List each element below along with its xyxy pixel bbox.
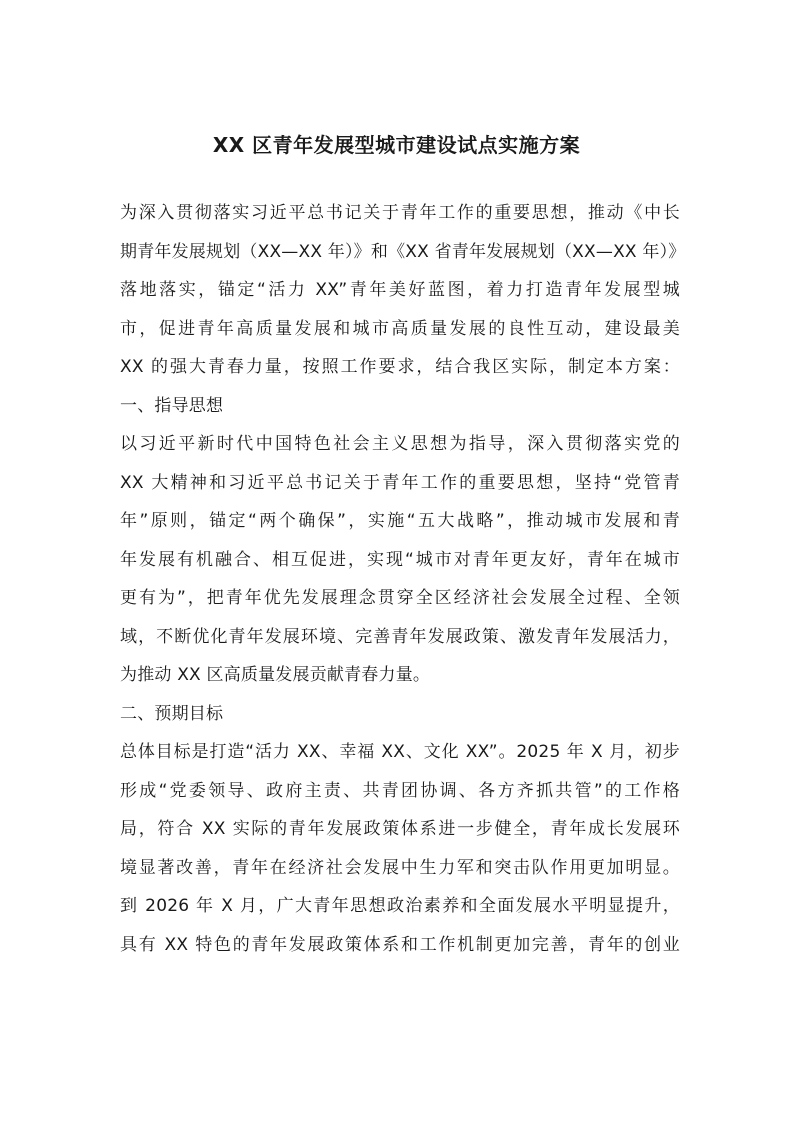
paragraph-line: 以习近平新时代中国特色社会主义思想为指导，深入贯彻落实党的 [120, 434, 680, 454]
paragraph-line: XX 的强大青春力量，按照工作要求，结合我区实际，制定本方案： [120, 357, 680, 377]
paragraph-line: 形成“党委领导、政府主责、共青团协调、各方齐抓共管”的工作格 [120, 780, 680, 801]
paragraph-line: 年”原则，锚定“两个确保”，实施“五大战略”，推动城市发展和青 [120, 511, 680, 531]
document-title: XX 区青年发展型城市建设试点实施方案 [212, 133, 581, 157]
section-heading: 二、预期目标 [120, 703, 224, 724]
paragraph-line: 到 2026 年 X 月，广大青年思想政治素养和全面发展水平明显提升， [120, 896, 680, 916]
paragraph-line: 域，不断优化青年发展环境、完善青年发展政策、激发青年发展活力， [120, 626, 680, 647]
paragraph-line: 更有为”，把青年优先发展理念贯穿全区经济社会发展全过程、全领 [120, 588, 680, 608]
paragraph-line: 年发展有机融合、相互促进，实现“城市对青年更友好，青年在城市 [120, 549, 680, 570]
paragraph-line: XX 大精神和习近平总书记关于青年工作的重要思想，坚持“党管青 [120, 472, 680, 493]
document-body [120, 194, 686, 964]
paragraph-line: 境显著改善，青年在经济社会发展中生力军和突击队作用更加明显。 [120, 857, 680, 878]
paragraph-line: 总体目标是打造“活力 XX、幸福 XX、文化 XX”。2025 年 X 月，初步 [120, 742, 680, 762]
paragraph-line: 为推动 XX 区高质量发展贡献青春力量。 [120, 665, 431, 685]
paragraph-line: 期青年发展规划（XX—XX 年）》和《XX 省青年发展规划（XX—XX 年）》 [120, 241, 686, 262]
section-heading: 一、指导思想 [120, 395, 224, 416]
paragraph-line: 为深入贯彻落实习近平总书记关于青年工作的重要思想，推动《中长 [120, 203, 680, 223]
paragraph-line: 市，促进青年高质量发展和城市高质量发展的良性互动，建设最美 [120, 318, 680, 339]
paragraph-line: 局，符合 XX 实际的青年发展政策体系进一步健全，青年成长发展环 [120, 819, 680, 839]
paragraph-line: 具有 XX 特色的青年发展政策体系和工作机制更加完善，青年的创业 [120, 934, 680, 955]
paragraph-line: 落地落实，锚定“活力 XX”青年美好蓝图，着力打造青年发展型城 [120, 280, 680, 300]
